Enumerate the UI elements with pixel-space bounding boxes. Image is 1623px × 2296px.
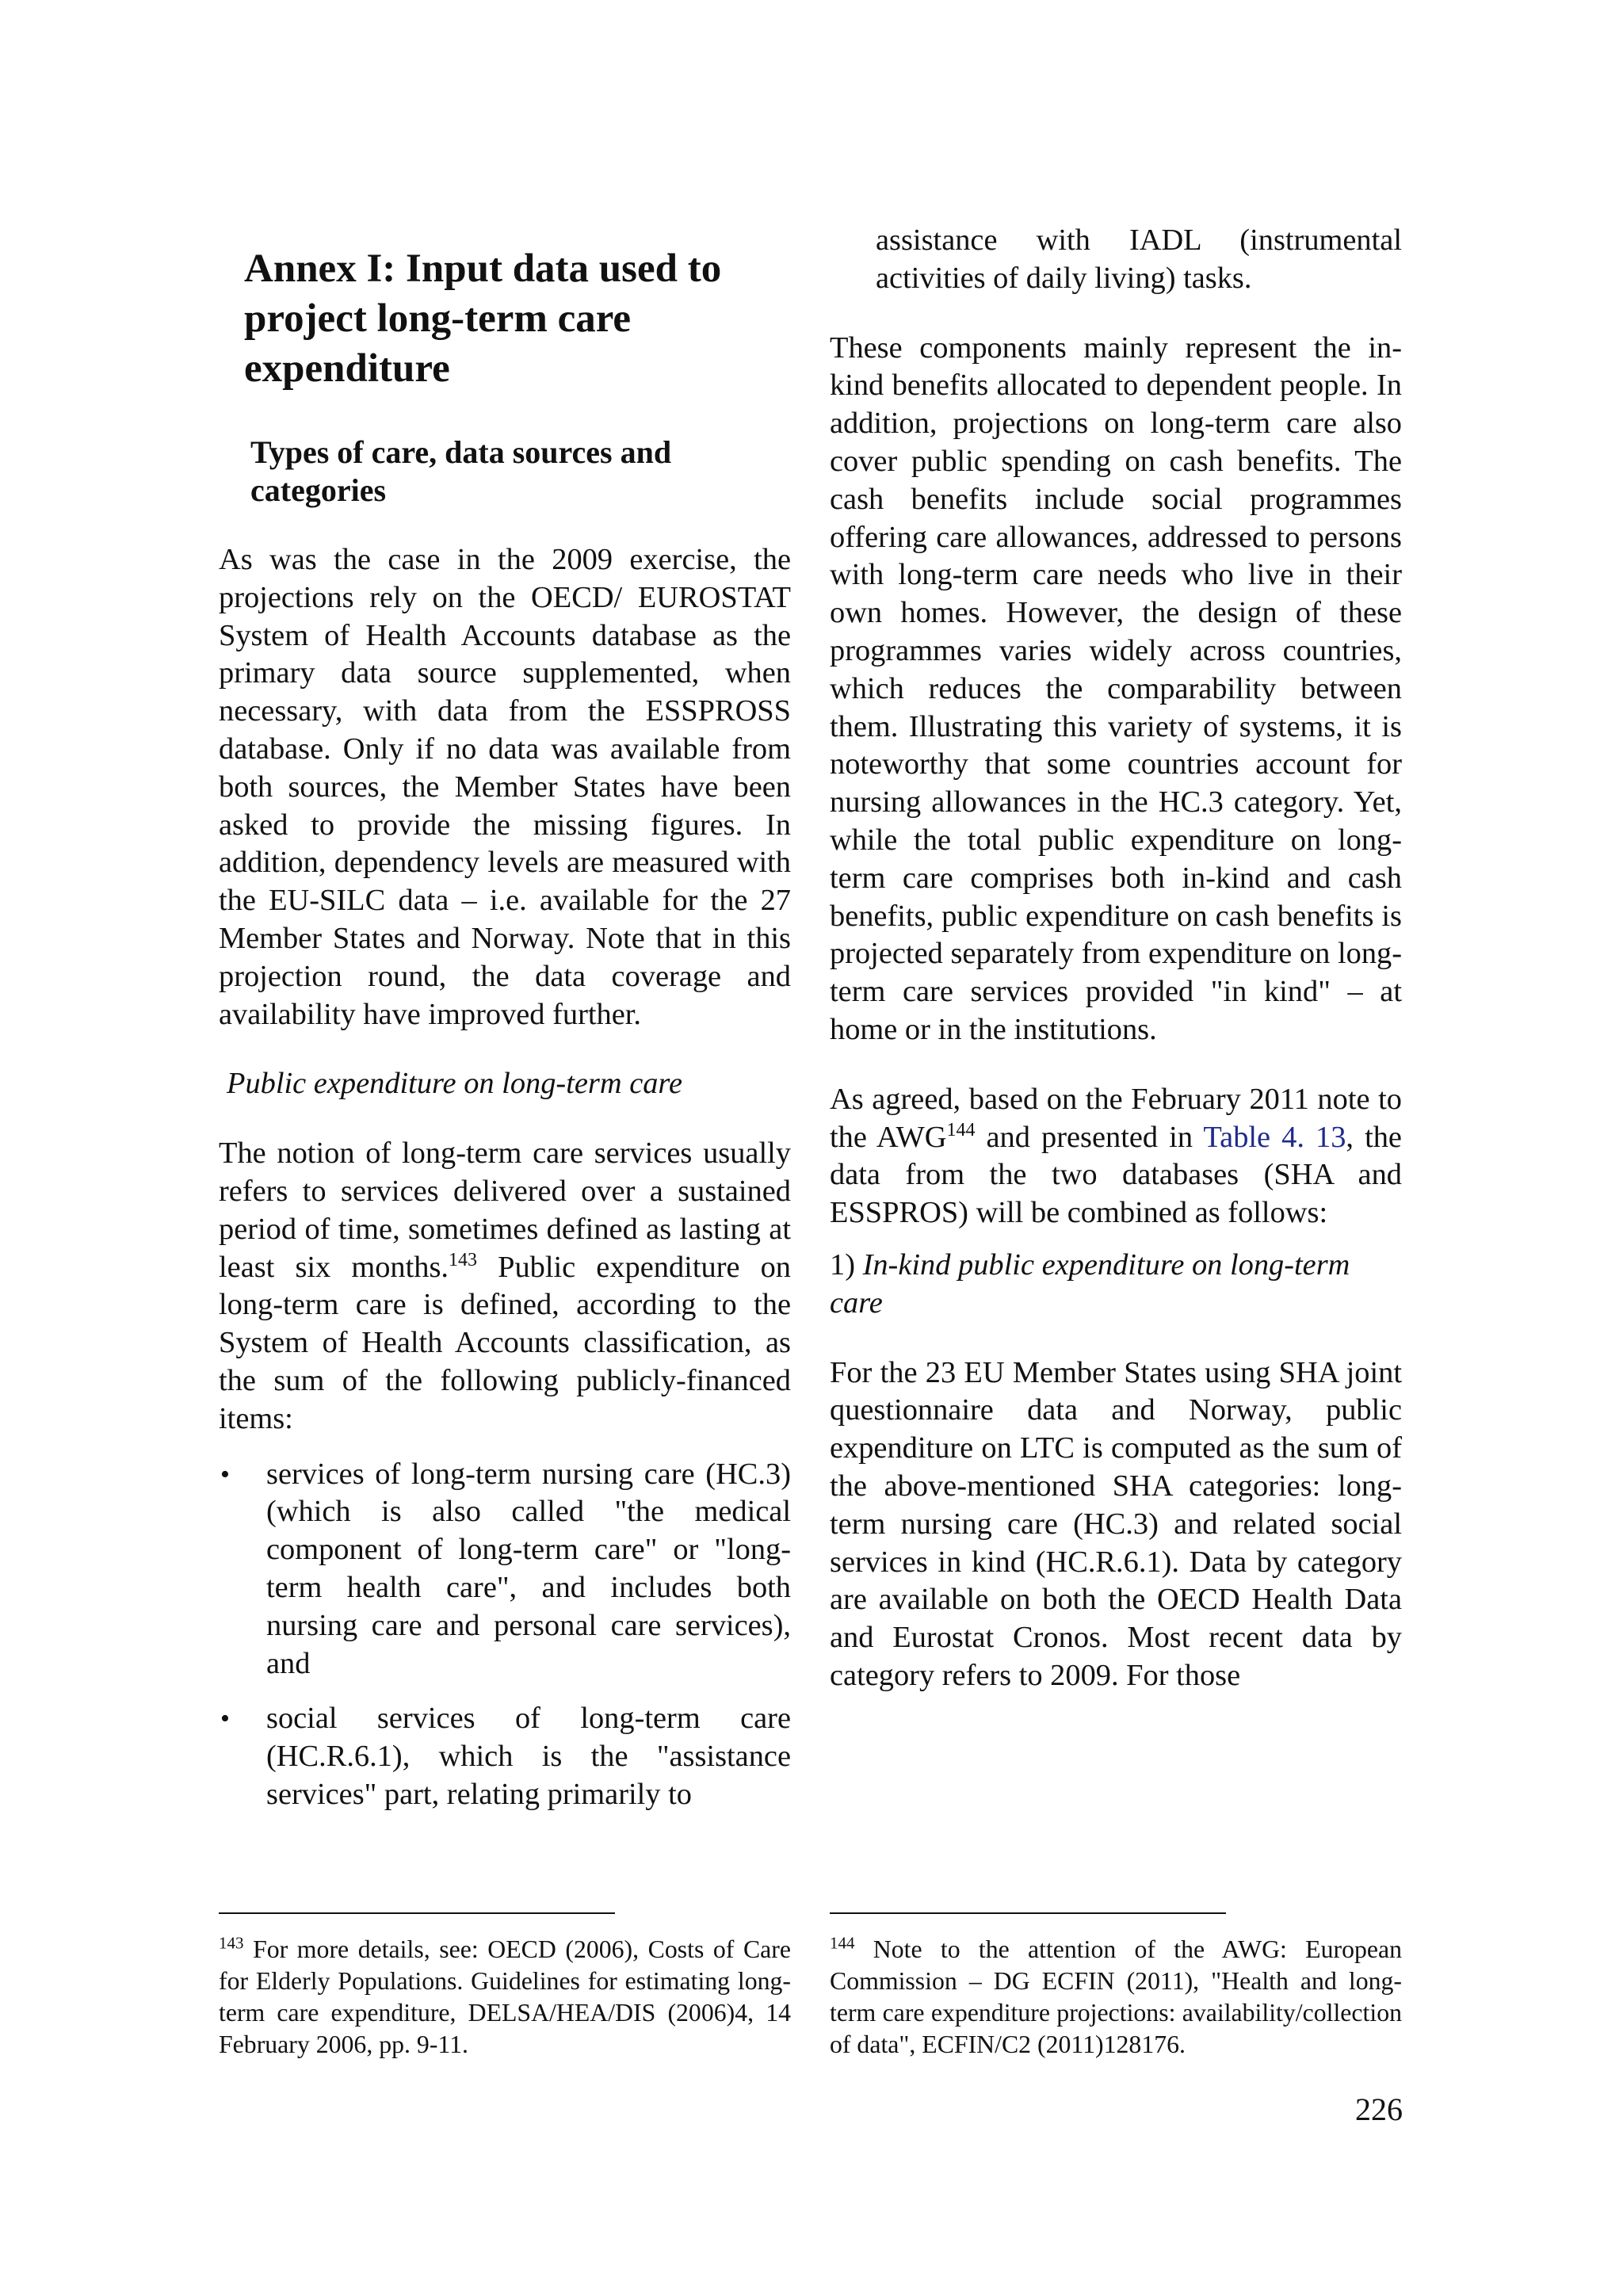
paragraph-ltc-notion (219, 1135, 791, 1438)
list-item-text: services of long-term nursing care (HC.3) (which is also called "the medical component of long-term care" or "long-term health care", and includes both nursing care and personal care services), and (266, 1457, 791, 1680)
paragraph-sha-countries: For the 23 EU Member States using SHA joint questionnaire data and Norway, public expenditure on LTC is computed as the sum of the above-mentioned SHA categories: long-term nursing care (HC.3) and related social services in kind (HC.R.6.1). Data by category are available on both the OECD Health Data and Eurostat Cronos. Most recent data by category refers to 2009. For those (830, 1355, 1402, 1692)
paragraph-agreement-text-b: and presented in (975, 1120, 1204, 1154)
footnote-divider-left (219, 1912, 615, 1914)
numbered-item-number: 1) (830, 1247, 863, 1282)
left-column (219, 222, 791, 1832)
paragraph-data-sources: As was the case in the 2009 exercise, the projections rely on the OECD/ EUROSTAT System of Health Accounts database as the primary data source supplemented, when necessary, with data from the ESSPROSS database. Only if no data was available from both sources, the Member States have been asked to provide the missing figures. In addition, dependency levels are measured with the EU-SILC data – i.e. available for the 27 Member States and Norway. Note that in this projection round, the data coverage and availability have improved further. (219, 543, 791, 1031)
numbered-item (830, 1247, 1402, 1323)
bullet-continuation: assistance with IADL (instrumental activities of daily living) tasks. (876, 223, 1402, 295)
list-item-text: social services of long-term care (HC.R.6.1), which is the "assistance services" part, relating primarily to (266, 1702, 791, 1811)
paragraph-agreement (830, 1081, 1402, 1232)
paragraph-agreement-text-a: As agreed, based on the February 2011 note to the AWG (830, 1082, 1402, 1154)
footnote-number: 143 (219, 1933, 244, 1953)
paragraph-ltc-notion-text-b: Public expenditure on long-term care is defined, according to the System of Health Accounts classification, as the sum of the following publicly-financed items: (219, 1250, 791, 1435)
section-heading: Types of care, data sources and categories (250, 434, 672, 508)
footnote-text: For more details, see: OECD (2006), Costs of Care for Elderly Populations. Guidelines for estimating long-term care expenditure, DELSA/HEA/DIS (2006)4, 14 February 2006, pp. 9-11. (219, 1935, 791, 2058)
footnote-divider-right (830, 1912, 1226, 1914)
paragraph-agreement-text-c: , the data from the two databases (SHA and ESSPROS) will be combined as follows: (830, 1120, 1402, 1230)
annex-title: Annex I: Input data used to project long-term care expenditure (244, 246, 722, 391)
footnote-144 (830, 1934, 1402, 2061)
bullet-icon: • (220, 1459, 230, 1489)
right-column (830, 222, 1402, 1695)
numbered-item-text: In-kind public expenditure on long-term care (830, 1247, 1350, 1320)
bullet-icon: • (220, 1704, 230, 1734)
table-link[interactable]: Table 4. 13 (1203, 1120, 1346, 1154)
list-item (219, 1700, 791, 1813)
subheading-public-expenditure: Public expenditure on long-term care (227, 1067, 682, 1101)
footnote-143 (219, 1934, 791, 2061)
footnote-ref-143[interactable]: 143 (449, 1249, 477, 1270)
paragraph-ltc-notion-text-a: The notion of long-term care services usually refers to services delivered over a sustained period of time, sometimes defined as lasting at least six months. (219, 1137, 791, 1284)
footnote-ref-144[interactable]: 144 (946, 1119, 976, 1140)
bullet-list (219, 1456, 791, 1814)
page-number: 226 (1355, 2092, 1403, 2127)
list-item (219, 1456, 791, 1683)
footnote-number: 144 (830, 1933, 855, 1953)
paragraph-components: These components mainly represent the in-kind benefits allocated to dependent people. In addition, projections on long-term care also cover public spending on cash benefits. The cash benefits include social programmes offering care allowances, addressed to persons with long-term care needs who live in their own homes. However, the design of these programmes varies widely across countries, which reduces the comparability between them. Illustrating this variety of systems, it is noteworthy that some countries account for nursing allowances in the HC.3 category. Yet, while the total public expenditure on long-term care comprises both in-kind and cash benefits, public expenditure on cash benefits is projected separately from expenditure on long-term care services provided "in kind" – at home or in the institutions. (830, 330, 1402, 1046)
footnote-text: Note to the attention of the AWG: European Commission – DG ECFIN (2011), "Health and long-term care expenditure projections: availability/collection of data", ECFIN/C2 (2011)128176. (830, 1935, 1402, 2058)
